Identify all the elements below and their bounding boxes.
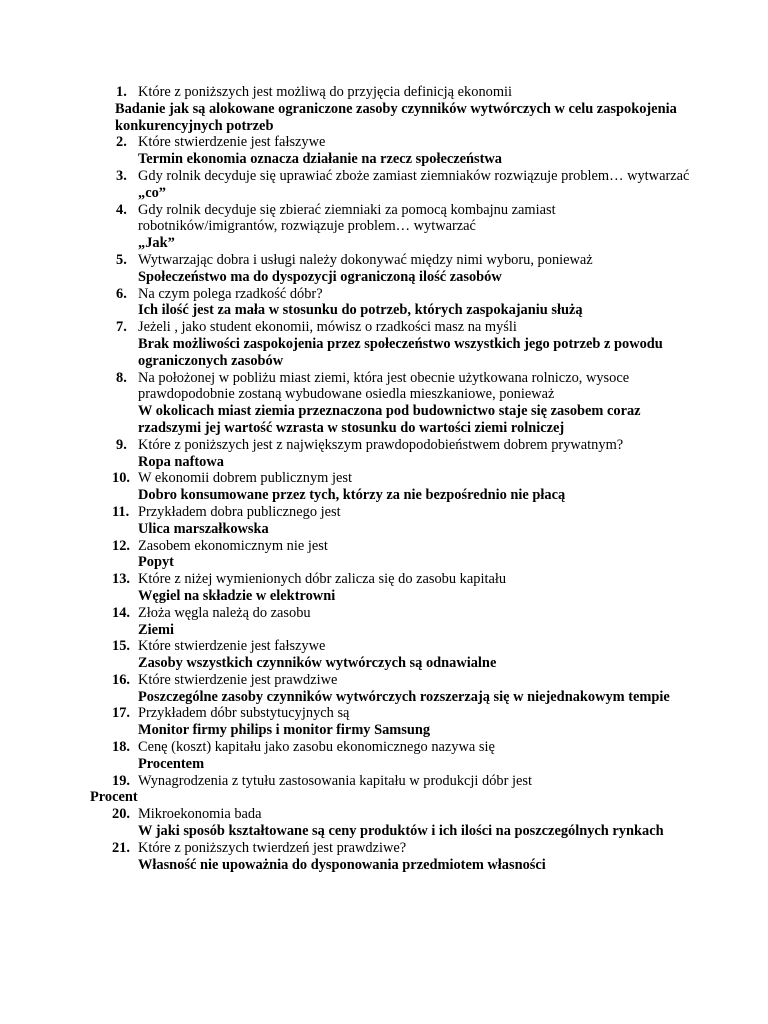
question-text: Przykładem dóbr substytucyjnych są — [138, 705, 350, 722]
item-number: 13. — [112, 571, 130, 588]
item-number: 16. — [112, 671, 130, 688]
item-number: 3. — [116, 167, 127, 184]
question-text: Które stwierdzenie jest fałszywe — [138, 638, 326, 655]
item-number: 18. — [112, 739, 130, 756]
list-item — [90, 437, 690, 471]
answer-text: Ich ilość jest za mała w stosunku do potrzeb, których zaspokajaniu służą — [138, 302, 583, 319]
list-item — [90, 84, 690, 134]
question-text: Gdy rolnik decyduje się uprawiać zboże zamiast ziemniaków rozwiązuje problem… wytwarzać — [138, 167, 690, 184]
list-item — [90, 134, 690, 168]
list-item — [90, 168, 690, 202]
question-text: Wynagrodzenia z tytułu zastosowania kapitału w produkcji dóbr jest — [138, 772, 532, 789]
list-item — [90, 773, 690, 807]
item-number: 11. — [112, 503, 130, 520]
list-item — [90, 672, 690, 706]
item-number: 17. — [112, 705, 130, 722]
list-item — [90, 705, 690, 739]
list-item — [90, 605, 690, 639]
question-text: W ekonomii dobrem publicznym jest — [138, 470, 352, 487]
item-number: 6. — [116, 285, 127, 302]
answer-text: Dobro konsumowane przez tych, którzy za nie bezpośrednio nie płacą — [138, 487, 566, 504]
item-number: 8. — [116, 369, 127, 386]
answer-text: „Jak” — [138, 235, 175, 252]
list-item — [90, 504, 690, 538]
item-number: 20. — [112, 806, 130, 823]
item-number: 4. — [116, 201, 127, 218]
answer-text: W jaki sposób kształtowane są ceny produktów i ich ilości na poszczególnych rynkach — [138, 823, 664, 840]
item-number: 9. — [116, 436, 127, 453]
item-number: 15. — [112, 638, 130, 655]
answer-text: Monitor firmy philips i monitor firmy Samsung — [138, 722, 431, 739]
item-number: 5. — [116, 251, 127, 268]
question-text: Które z niżej wymienionych dóbr zalicza się do zasobu kapitału — [138, 571, 507, 588]
list-item — [90, 638, 690, 672]
list-item — [90, 806, 690, 840]
answer-text: Zasoby wszystkich czynników wytwórczych są odnawialne — [138, 655, 497, 672]
question-list — [90, 84, 690, 873]
item-number: 19. — [112, 772, 130, 789]
question-text: Jeżeli , jako student ekonomii, mówisz o rzadkości masz na myśli — [138, 319, 517, 336]
question-text: Przykładem dobra publicznego jest — [138, 503, 341, 520]
question-text: Cenę (koszt) kapitału jako zasobu ekonomicznego nazywa się — [138, 739, 495, 756]
list-item — [90, 538, 690, 572]
item-number: 1. — [116, 84, 127, 100]
answer-text: Własność nie upoważnia do dysponowania przedmiotem własności — [138, 856, 546, 873]
item-number: 10. — [112, 470, 130, 487]
item-number: 2. — [116, 134, 127, 151]
list-item — [90, 739, 690, 773]
list-item — [90, 319, 690, 369]
answer-text: W okolicach miast ziemia przeznaczona pod budownictwo staje się zasobem coraz rzadszymi jej wartość wzrasta w stosunku do wartości ziemi rolniczej — [138, 403, 641, 436]
question-text: Gdy rolnik decyduje się zbierać ziemniaki za pomocą kombajnu zamiast robotników/imigrantów, rozwiązuje problem… wytwarzać — [138, 201, 556, 235]
item-number: 7. — [116, 319, 127, 336]
answer-text: Poszczególne zasoby czynników wytwórczych rozszerzają się w niejednakowym tempie — [138, 688, 670, 705]
question-text: Na czym polega rzadkość dóbr? — [138, 285, 323, 302]
question-text: Zasobem ekonomicznym nie jest — [138, 537, 328, 554]
question-text: Które z poniższych twierdzeń jest prawdziwe? — [138, 839, 407, 856]
answer-text: Procent — [90, 789, 138, 806]
answer-text: Ropa naftowa — [138, 453, 224, 470]
question-text: Złoża węgla należą do zasobu — [138, 604, 311, 621]
answer-text: Ulica marszałkowska — [138, 520, 269, 537]
answer-text: Procentem — [138, 755, 205, 772]
list-item — [90, 202, 690, 252]
list-item — [90, 840, 690, 874]
answer-text: Społeczeństwo ma do dyspozycji ograniczoną ilość zasobów — [138, 268, 502, 285]
list-item — [90, 470, 690, 504]
answer-text: Termin ekonomia oznacza działanie na rzecz społeczeństwa — [138, 151, 502, 168]
question-text: Które z poniższych jest możliwą do przyjęcia definicją ekonomii — [138, 84, 513, 100]
list-item — [90, 571, 690, 605]
answer-text: Brak możliwości zaspokojenia przez społeczeństwo wszystkich jego potrzeb z powodu ograniczonych zasobów — [138, 335, 663, 369]
answer-text: Badanie jak są alokowane ograniczone zasoby czynników wytwórczych w celu zaspokojenia konkurencyjnych potrzeb — [115, 100, 677, 134]
question-text: Wytwarzając dobra i usługi należy dokonywać między nimi wyboru, ponieważ — [138, 251, 593, 268]
answer-text: Węgiel na składzie w elektrowni — [138, 587, 336, 604]
question-text: Które stwierdzenie jest fałszywe — [138, 134, 326, 151]
question-text: Mikroekonomia bada — [138, 806, 262, 823]
list-item — [90, 252, 690, 286]
question-text: Które stwierdzenie jest prawdziwe — [138, 671, 338, 688]
answer-text: „co” — [138, 184, 166, 201]
answer-text: Popyt — [138, 554, 174, 571]
item-number: 21. — [112, 839, 130, 856]
item-number: 14. — [112, 604, 130, 621]
question-text: Na położonej w pobliżu miast ziemi, która jest obecnie użytkowana rolniczo, wysoce prawdopodobnie zostaną wybudowane osiedla mieszkaniowe, ponieważ — [138, 369, 630, 403]
list-item — [90, 286, 690, 320]
list-item — [90, 370, 690, 437]
question-text: Które z poniższych jest z największym prawdopodobieństwem dobrem prywatnym? — [138, 436, 624, 453]
answer-text: Ziemi — [138, 621, 174, 638]
item-number: 12. — [112, 537, 130, 554]
